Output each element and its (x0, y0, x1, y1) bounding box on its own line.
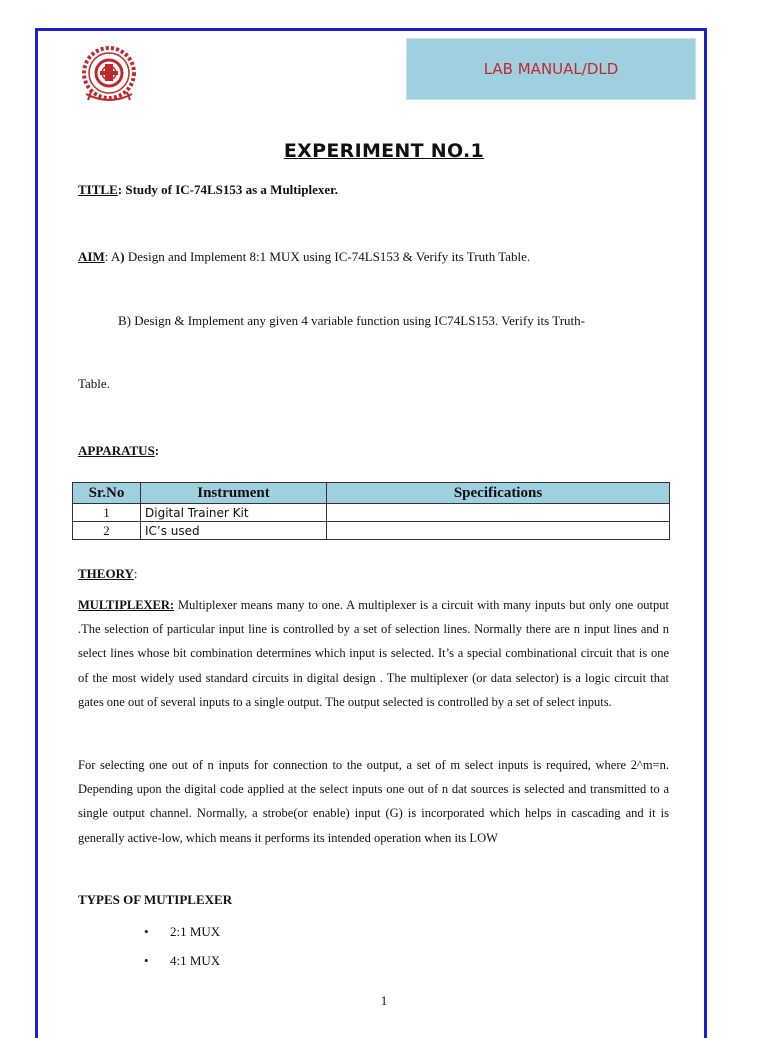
list-item: • 2:1 MUX (140, 924, 220, 953)
aim-line-a (78, 249, 530, 265)
aim-line-b: B) Design & Implement any given 4 variable function using IC74LS153. Verify its Truth- (118, 313, 585, 328)
instrument-cell: Digital Trainer Kit (141, 504, 327, 522)
page-number: 1 (380, 993, 388, 1008)
header-label: LAB MANUAL/DLD (483, 60, 619, 78)
college-emblem-icon (76, 42, 142, 108)
column-header: Specifications (327, 483, 670, 504)
table-header-row (73, 483, 670, 504)
title-text: Study of IC-74LS153 as a Multiplexer. (122, 182, 338, 197)
theory-heading (78, 566, 138, 582)
instrument-cell: IC’s used (141, 522, 327, 540)
spec-cell (327, 504, 670, 522)
sr-no-cell: 1 (73, 504, 141, 522)
theory-paragraph-2: For selecting one out of n inputs for connection to the output, a set of m select inputs is required, where 2^m=n. Depending upon the digital code applied at the select inputs one out of n dat sources is selected and transmitted to a single output channel. Normally, a strobe(or enable) input (G) is incorporated which helps in cascading and it is generally active-low, which means it performs its intended operation when its LOW (78, 758, 669, 845)
theory-paragraph-1 (78, 593, 669, 714)
multiplexer-label: MULTIPLEXER: (78, 598, 175, 612)
title-label: TITLE (78, 182, 118, 197)
apparatus-table (72, 482, 670, 540)
sr-no-cell: 2 (73, 522, 141, 540)
title-colon: : (117, 182, 123, 197)
apparatus-label: APPARATUS (78, 443, 155, 458)
title-line (78, 182, 338, 198)
header-banner (406, 38, 696, 100)
aim-line-b-continued: Table. (78, 376, 110, 391)
apparatus-heading (78, 443, 159, 459)
table-row (73, 522, 670, 540)
aim-label: AIM (78, 249, 105, 264)
theory-paragraph-1-text: Multiplexer means many to one. A multiplexer is a circuit with many inputs but only one output .The selection of particular input line is controlled by a set of selection lines. Normally there are n input lines and n select lines whose bit combination determines which input is selected. It’s a special combinational circuit that is one of the most widely used standard circuits in digital design . The multiplexer (or data selector) is a logic circuit that gates one out of several inputs to a single output. The output selected is controlled by a set of select inputs. (78, 598, 669, 709)
experiment-heading: EXPERIMENT NO.1 (283, 140, 485, 162)
types-heading: TYPES OF MUTIPLEXER (78, 892, 233, 907)
aim-a-paren: ) (120, 249, 125, 264)
list-item: • 4:1 MUX (140, 953, 220, 982)
column-header: Instrument (141, 483, 327, 504)
column-header: Sr.No (73, 483, 141, 504)
aim-a-prefix: : A (104, 249, 121, 264)
spec-cell (327, 522, 670, 540)
apparatus-colon: : (154, 443, 160, 458)
mux-types-list (140, 924, 220, 982)
theory-label: THEORY (78, 566, 134, 581)
table-row (73, 504, 670, 522)
theory-colon: : (133, 566, 138, 581)
aim-a-text: Design and Implement 8:1 MUX using IC-74LS153 & Verify its Truth Table. (124, 249, 531, 264)
